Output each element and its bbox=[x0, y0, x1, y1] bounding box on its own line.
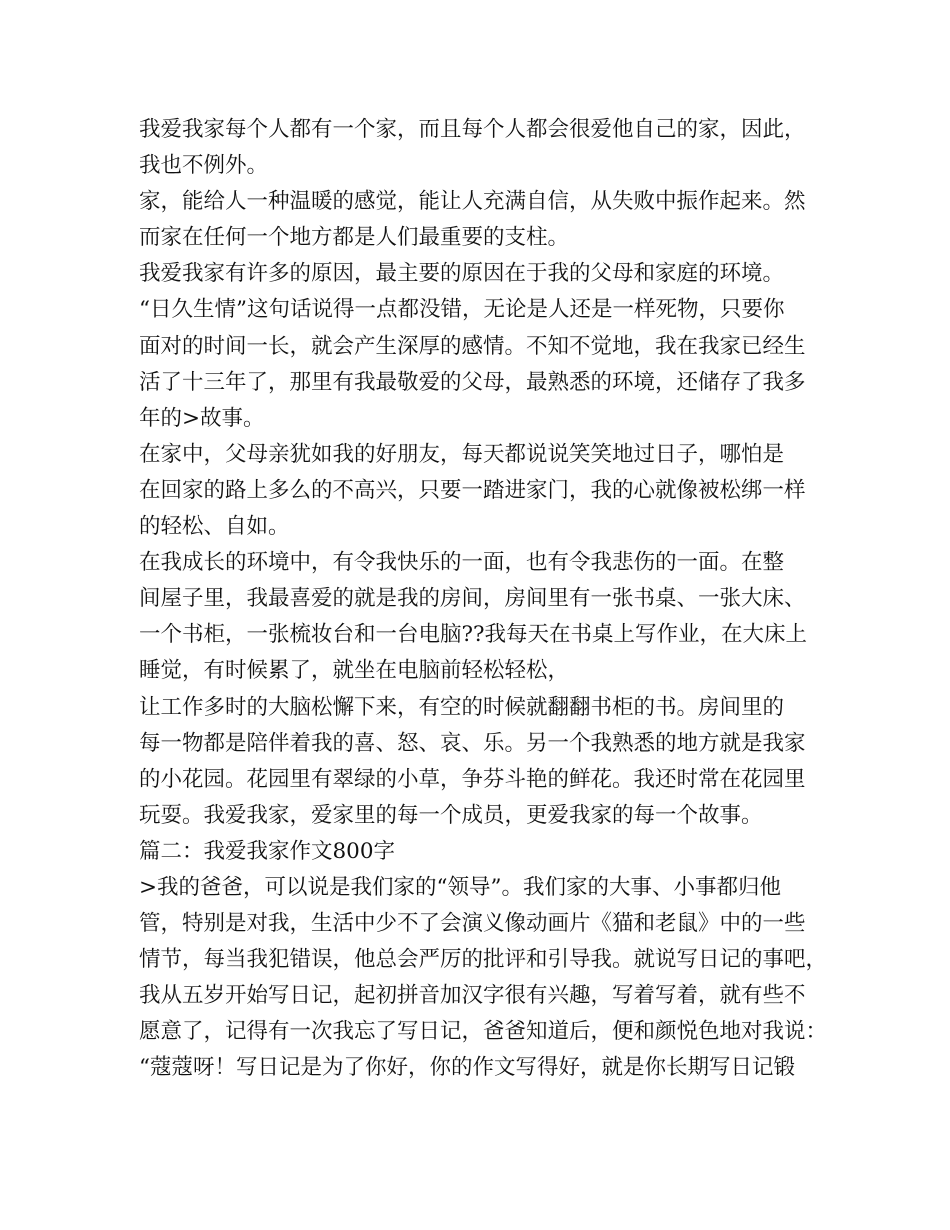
text-line: 年的>故事。 bbox=[139, 405, 265, 431]
essay-text bbox=[139, 112, 839, 1087]
text-line: 玩耍。我爱我家，爱家里的每一个成员，更爱我家的每一个故事。 bbox=[139, 802, 763, 828]
text-line: 睡觉，有时候累了，就坐在电脑前轻松轻松， bbox=[139, 658, 570, 684]
text-line: 面对的时间一长，就会产生深厚的感情。不知不觉地，我在我家已经生 bbox=[139, 333, 806, 359]
text-line: 愿意了，记得有一次我忘了写日记，爸爸知道后，便和颜悦色地对我说： bbox=[139, 1019, 828, 1045]
text-line: 活了十三年了，那里有我最敬爱的父母，最熟悉的环境，还储存了我多 bbox=[139, 369, 806, 395]
text-line: 在我成长的环境中，有令我快乐的一面，也有令我悲伤的一面。在整 bbox=[139, 550, 785, 576]
text-line: 我也不例外。 bbox=[139, 153, 269, 179]
text-line: 而家在任何一个地方都是人们最重要的支柱。 bbox=[139, 225, 570, 251]
text-line: 管，特别是对我，生活中少不了会演义像动画片《猫和老鼠》中的一些 bbox=[139, 911, 806, 937]
section-heading: 篇二：我爱我家作文800字 bbox=[139, 838, 396, 864]
text-line: 每一物都是陪伴着我的喜、怒、哀、乐。另一个我熟悉的地方就是我家 bbox=[139, 730, 806, 756]
text-line: 我从五岁开始写日记，起初拼音加汉字很有兴趣，写着写着，就有些不 bbox=[139, 983, 806, 1009]
text-line: 家，能给人一种温暖的感觉，能让人充满自信，从失败中振作起来。然 bbox=[139, 189, 806, 215]
text-line: 我爱我家有许多的原因，最主要的原因在于我的父母和家庭的环境。 bbox=[139, 261, 785, 287]
text-line: 让工作多时的大脑松懈下来，有空的时候就翻翻书柜的书。房间里的 bbox=[139, 694, 785, 720]
text-line: 在家中，父母亲犹如我的好朋友，每天都说说笑笑地过日子，哪怕是 bbox=[139, 441, 785, 467]
text-line: 的小花园。花园里有翠绿的小草，争芬斗艳的鲜花。我还时常在花园里 bbox=[139, 766, 806, 792]
text-line: 我爱我家每个人都有一个家，而且每个人都会很爱他自己的家，因此， bbox=[139, 117, 806, 142]
text-line: 的轻松、自如。 bbox=[139, 514, 290, 540]
text-line: “蔻蔻呀！写日记是为了你好，你的作文写得好，就是你长期写日记锻 bbox=[139, 1055, 795, 1081]
text-line: “日久生情”这句话说得一点都没错，无论是人还是一样死物，只要你 bbox=[139, 297, 785, 323]
text-line: 间屋子里，我最喜爱的就是我的房间，房间里有一张书桌、一张大床、 bbox=[139, 586, 806, 612]
text-line: 一个书柜，一张梳妆台和一台电脑??我每天在书桌上写作业，在大床上 bbox=[139, 622, 808, 648]
text-line: >我的爸爸，可以说是我们家的“领导”。我们家的大事、小事都归他 bbox=[139, 874, 782, 900]
text-line: 在回家的路上多么的不高兴，只要一踏进家门，我的心就像被松绑一样 bbox=[139, 477, 806, 503]
text-line: 情节，每当我犯错误，他总会严厉的批评和引导我。就说写日记的事吧， bbox=[139, 947, 828, 973]
